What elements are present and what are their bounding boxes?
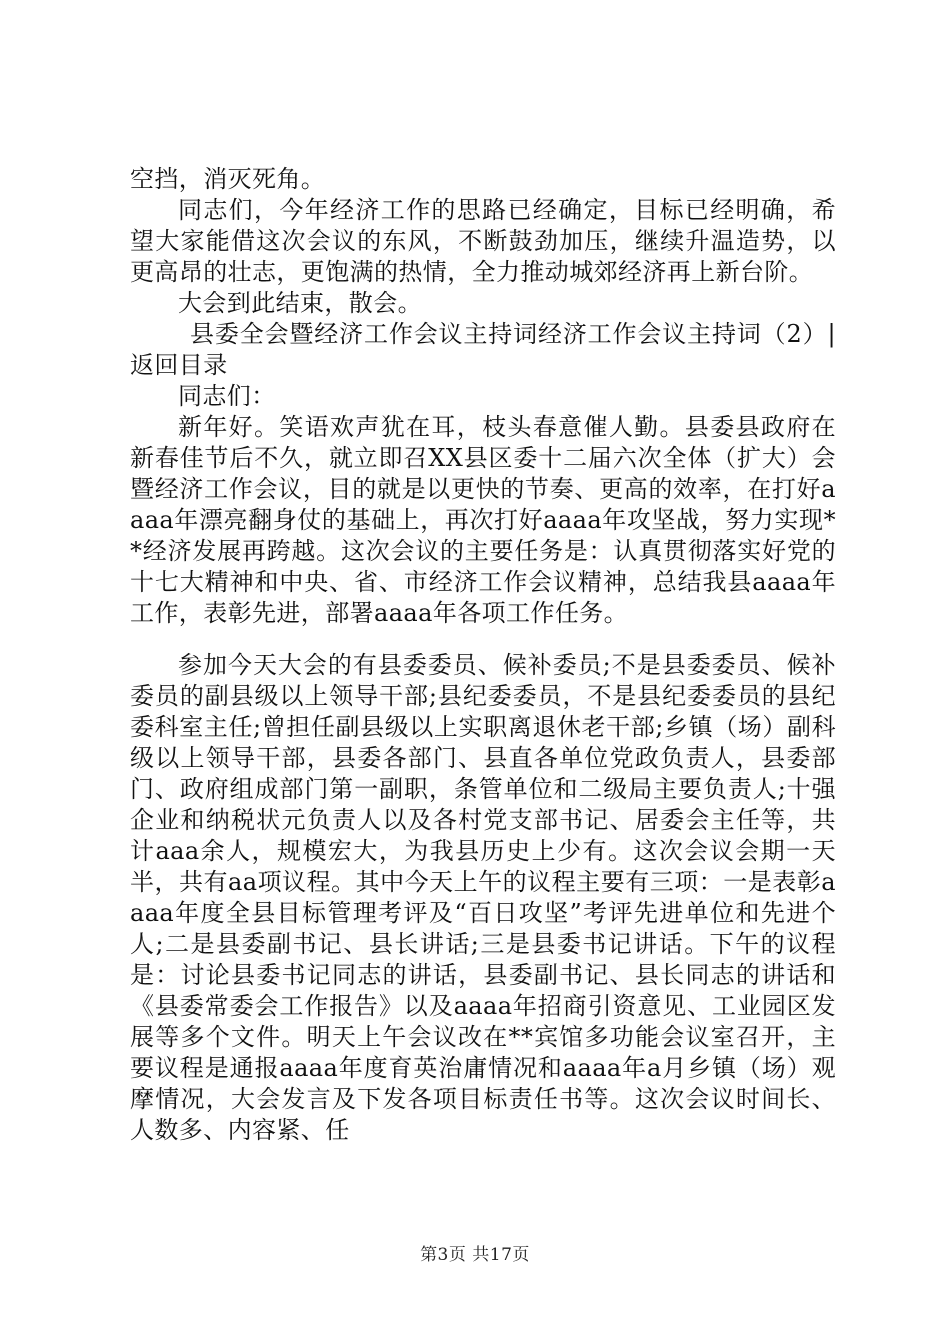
paragraph-1: 空挡，消灭死角。	[130, 165, 326, 193]
paragraph-5: 新年好。笑语欢声犹在耳，枝头春意催人勤。县委县政府在新春佳节后不久，就立即召XX县区委十二届六次全体（扩大）会暨经济工作会议，目的就是以更快的节奏、更高的效率，在打好aaaa年漂亮翻身仗的基础上，再次打好aaaa年攻坚战，努力实现**经济发展再跨越。这次会议的主要任务是：认真贯彻落实好党的十七大精神和中央、省、市经济工作会议精神，总结我县aaaa年工作，表彰先进，部署aaaa年各项工作任务。	[130, 413, 836, 627]
heading-separator: |	[827, 320, 836, 348]
paragraph-3: 大会到此结束，散会。	[178, 289, 422, 317]
section-heading	[130, 319, 836, 381]
page-footer	[0, 1240, 950, 1265]
paragraph-salutation: 同志们：	[178, 382, 276, 410]
document-body	[130, 164, 836, 1146]
back-to-toc-link[interactable]: 返回目录	[130, 351, 228, 379]
paragraph-6: 参加今天大会的有县委委员、候补委员;不是县委委员、候补委员的副县级以上领导干部;县纪委委员，不是县纪委委员的县纪委科室主任;曾担任副县级以上实职离退休老干部;乡镇（场）副科级以上领导干部，县委各部门、县直各单位党政负责人，县委部门、政府组成部门第一副职，条管单位和二级局主要负责人;十强企业和纳税状元负责人以及各村党支部书记、居委会主任等，共计aaa余人，规模宏大，为我县历史上少有。这次会议会期一天半，共有aa项议程。其中今天上午的议程主要有三项：一是表彰aaaa年度全县目标管理考评及“百日攻坚”考评先进单位和先进个人;二是县委副书记、县长讲话;三是县委书记讲话。下午的议程是：讨论县委书记同志的讲话，县委副书记、县长同志的讲话和《县委常委会工作报告》以及aaaa年招商引资意见、工业园区发展等多个文件。明天上午会议改在**宾馆多功能会议室召开，主要议程是通报aaaa年度育英治庸情况和aaaa年a月乡镇（场）观摩情况，大会发言及下发各项目标责任书等。这次会议时间长、人数多、内容紧、任	[130, 651, 836, 1144]
page-number: 第3页 共17页	[420, 1245, 530, 1265]
section-heading-text: 县委全会暨经济工作会议主持词经济工作会议主持词（2）	[190, 320, 828, 348]
paragraph-2: 同志们，今年经济工作的思路已经确定，目标已经明确，希望大家能借这次会议的东风，不断鼓劲加压，继续升温造势，以更高昂的壮志，更饱满的热情，全力推动城郊经济再上新台阶。	[130, 196, 836, 286]
